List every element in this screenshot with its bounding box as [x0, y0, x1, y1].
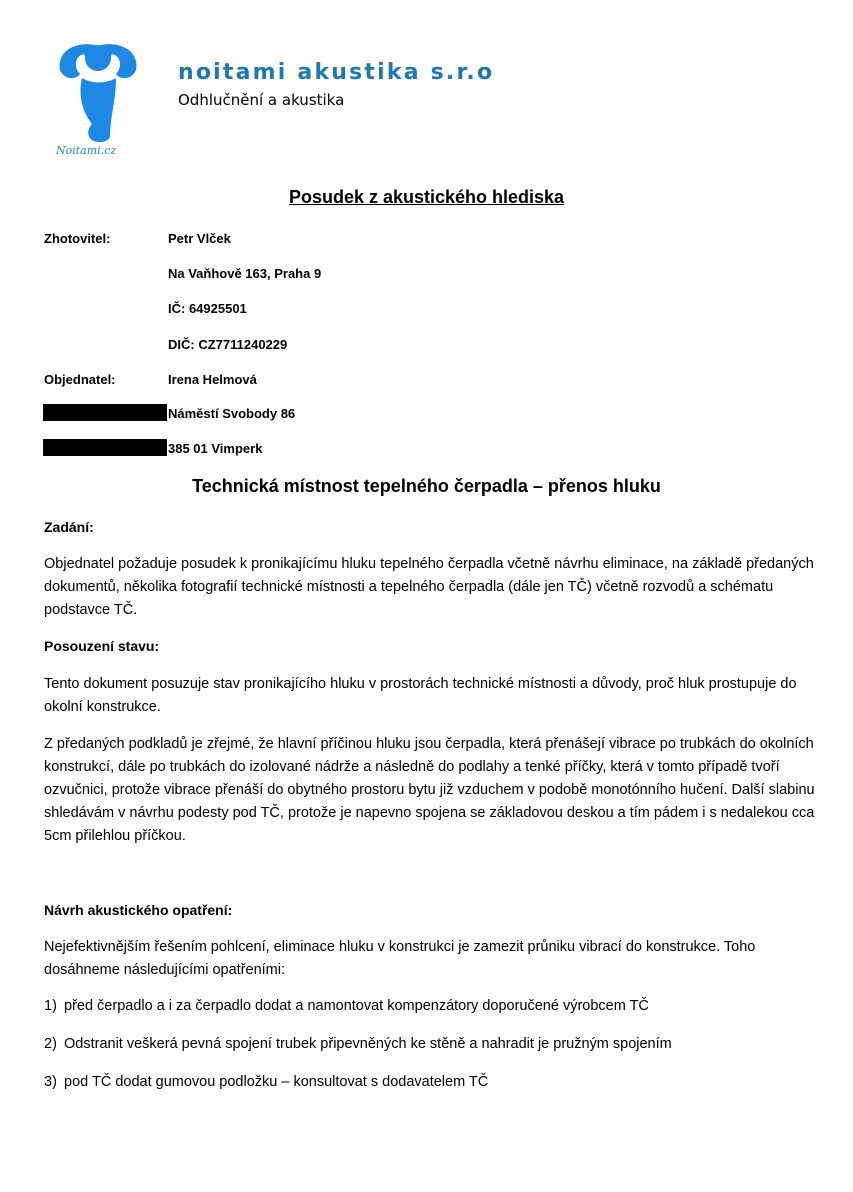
list-item-number: 1): [44, 998, 57, 1014]
company-subtitle: Odhlučnění a akustika: [178, 91, 345, 109]
logo-text: Noitami.cz: [56, 144, 117, 157]
contractor-label: Zhotovitel:: [44, 231, 111, 246]
company-name: noitami akustika s.r.o: [178, 60, 495, 85]
client-label: Objednatel:: [44, 372, 116, 387]
company-logo: [52, 40, 144, 162]
assessment-heading: Posouzení stavu:: [44, 638, 160, 654]
redaction-bar: [43, 439, 167, 456]
section-title: Technická místnost tepelného čerpadla – přenos hluku: [192, 476, 661, 496]
proposal-heading: Návrh akustického opatření:: [44, 902, 233, 918]
list-item-text: Odstranit veškerá pevná spojení trubek připevněných ke stěně a nahradit je pružným spojením: [64, 1036, 672, 1052]
assessment-paragraph-2: Z předaných podkladů je zřejmé, že hlavní příčinou hluku jsou čerpadla, která přenášejí vibrace po trubkách do okolních konstrukcí, dále po trubkách do izolované nádrže a následně do podlahy a tenké příčky, která v tomto případě tvoří ozvučnici, protože vibrace přenáší do obytného prostoru bytu již vzduchem v podobě monotónního hučení. Další slabinu shledávám v návrhu podesty pod TČ, protože je napevno spojena se základovou deskou a tím pádem i s nedalekou cca 5cm přilehlou příčkou.: [44, 736, 815, 844]
redaction-bar: [43, 404, 167, 421]
list-item-number: 3): [44, 1074, 57, 1090]
list-item: [44, 1036, 672, 1052]
client-street: Náměstí Svobody 86: [168, 406, 296, 421]
assignment-text: Objednatel požaduje posudek k pronikajícímu hluku tepelného čerpadla včetně návrhu eliminace, na základě předaných dokumentů, několika fotografií technické místnosti a tepelného čerpadla (dále jen TČ) včetně rozvodů a schématu podstavce TČ.: [44, 556, 814, 618]
document-title: Posudek z akustického hlediska: [288, 187, 565, 207]
client-city: 385 01 Vimperk: [168, 441, 263, 456]
proposal-intro: Nejefektivnějším řešením pohlcení, eliminace hluku v konstrukci je zamezit průniku vibrací do konstrukce. Toho dosáhneme následujícími opatřeními:: [44, 939, 756, 978]
list-item-number: 2): [44, 1036, 57, 1052]
assessment-paragraph-1: Tento dokument posuzuje stav pronikajícího hluku v prostorách technické místnosti a důvody, proč hluk prostupuje do okolní konstrukce.: [44, 676, 797, 715]
client-name: Irena Helmová: [168, 372, 257, 387]
person-logo-icon: [52, 40, 144, 144]
list-item: [44, 998, 649, 1014]
list-item: [44, 1074, 488, 1090]
contractor-address: Na Vaňhově 163, Praha 9: [168, 266, 322, 281]
assignment-heading: Zadání:: [44, 519, 94, 535]
contractor-dic: DIČ: CZ7711240229: [168, 337, 288, 352]
contractor-name: Petr Vlček: [168, 231, 231, 246]
list-item-text: před čerpadlo a i za čerpadlo dodat a namontovat kompenzátory doporučené výrobcem TČ: [64, 998, 649, 1014]
list-item-text: pod TČ dodat gumovou podložku – konsultovat s dodavatelem TČ: [64, 1074, 489, 1090]
contractor-ic: IČ: 64925501: [168, 301, 247, 316]
